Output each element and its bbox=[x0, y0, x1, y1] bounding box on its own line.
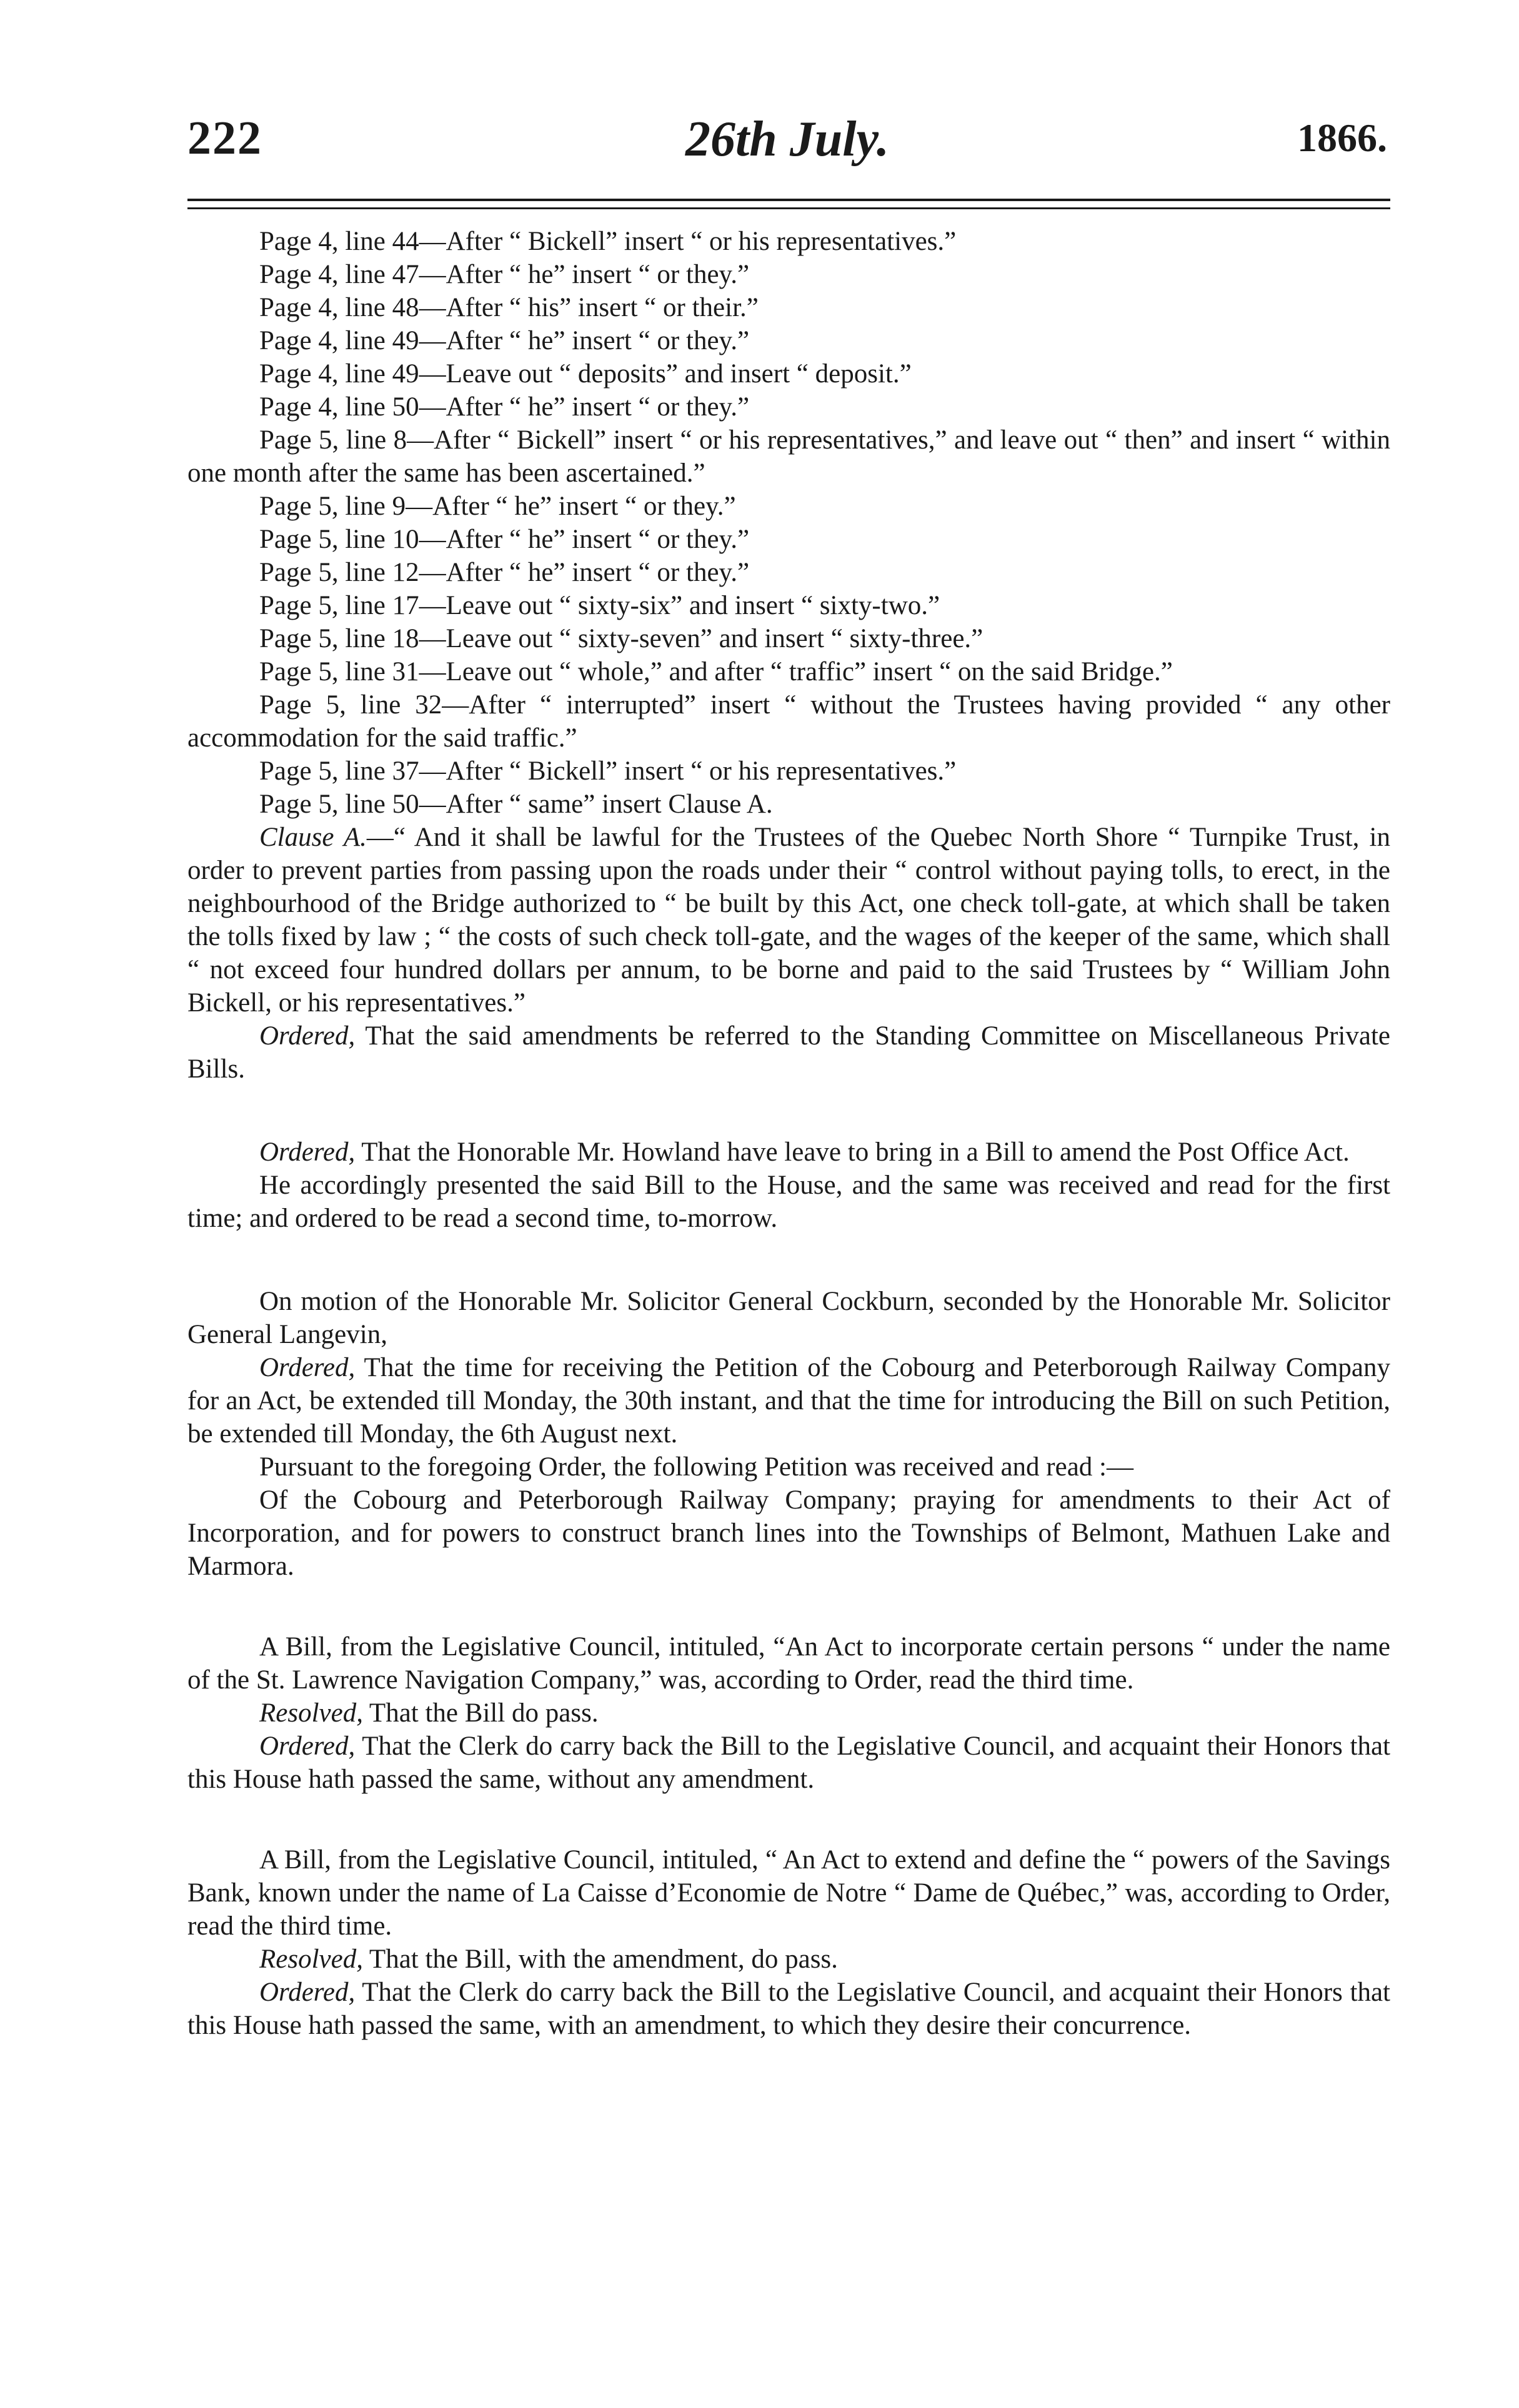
clause-a-paragraph bbox=[187, 821, 1390, 1019]
st-lawrence-order-label: Ordered, bbox=[259, 1732, 356, 1761]
amendment-ref: Page 4, line 44— bbox=[259, 227, 446, 256]
amendment-text: After “ he” insert “ or they.” bbox=[446, 525, 750, 554]
savings-bank-resolved bbox=[187, 1943, 1390, 1976]
howland-order-label: Ordered, bbox=[259, 1137, 356, 1167]
header-rule-thick bbox=[187, 199, 1390, 201]
amendment-ref: Page 4, line 47— bbox=[259, 260, 446, 289]
referral-order-label: Ordered, bbox=[259, 1021, 356, 1051]
savings-bank-resolved-label: Resolved, bbox=[259, 1945, 363, 1974]
amendment-ref: Page 5, line 32— bbox=[259, 690, 469, 720]
amendment-ref: Page 5, line 18— bbox=[259, 624, 446, 653]
cobourg-order bbox=[187, 1351, 1390, 1450]
st-lawrence-order-text: That the Clerk do carry back the Bill to the Legislative Council, and acquaint their Honors that this House hath passed the same, without any amendment. bbox=[187, 1732, 1390, 1794]
amendment-ref: Page 5, line 8— bbox=[259, 425, 434, 455]
amendment-text: Leave out “ whole,” and after “ traffic” insert “ on the said Bridge.” bbox=[446, 657, 1173, 686]
amendment-text: After “ same” insert Clause A. bbox=[446, 790, 773, 819]
amendment-line bbox=[187, 225, 1390, 258]
cobourg-order-label: Ordered, bbox=[259, 1353, 356, 1382]
amendment-line bbox=[187, 357, 1390, 390]
amendment-line bbox=[187, 390, 1390, 424]
amendment-text: After “ he” insert “ or they.” bbox=[446, 260, 750, 289]
amendment-line bbox=[187, 589, 1390, 622]
amendment-ref: Page 5, line 17— bbox=[259, 591, 446, 620]
cobourg-pursuant: Pursuant to the foregoing Order, the following Petition was received and read :— bbox=[259, 1452, 1133, 1482]
page-number: 222 bbox=[187, 112, 262, 164]
amendment-ref: Page 5, line 50— bbox=[259, 790, 446, 819]
header-rule-thin bbox=[187, 207, 1390, 209]
st-lawrence-resolved-text: That the Bill do pass. bbox=[362, 1698, 599, 1728]
howland-order-text: That the Honorable Mr. Howland have leave to bring in a Bill to amend the Post Office Act. bbox=[355, 1137, 1350, 1167]
amendment-line bbox=[187, 523, 1390, 556]
amendment-line bbox=[187, 688, 1390, 755]
st-lawrence-resolved-label: Resolved, bbox=[259, 1698, 363, 1728]
amendment-line bbox=[187, 622, 1390, 655]
savings-bank-order bbox=[187, 1976, 1390, 2042]
savings-bank-order-label: Ordered, bbox=[259, 1978, 356, 2007]
amendment-text: After “ his” insert “ or their.” bbox=[446, 293, 759, 322]
page-header bbox=[187, 111, 1387, 180]
amendment-text: After “ he” insert “ or they.” bbox=[446, 392, 750, 422]
amendment-text: After “ interrupted” insert “ without the Trustees having provided “ any other accommodation for the said traffic.” bbox=[187, 690, 1390, 753]
amendment-line bbox=[187, 490, 1390, 523]
howland-order bbox=[187, 1136, 1390, 1169]
amendment-text: Leave out “ sixty-six” and insert “ sixty-two.” bbox=[446, 591, 940, 620]
amendment-ref: Page 4, line 49— bbox=[259, 326, 446, 355]
amendment-ref: Page 5, line 9— bbox=[259, 492, 433, 521]
cobourg-order-text: That the time for receiving the Petition of the Cobourg and Peterborough Railway Company for an Act, be extended till Monday, the 30th instant, and that the time for introducing the Bill on such Petition, be extended till Monday, the 6th August next. bbox=[187, 1353, 1390, 1449]
amendment-ref: Page 4, line 50— bbox=[259, 392, 446, 422]
amendment-line bbox=[187, 291, 1390, 324]
amendment-ref: Page 5, line 31— bbox=[259, 657, 446, 686]
amendment-ref: Page 4, line 49— bbox=[259, 359, 446, 389]
amendment-text: After “ he” insert “ or they.” bbox=[446, 558, 750, 587]
amendment-text: After “ Bickell” insert “ or his representatives.” bbox=[446, 756, 957, 786]
st-lawrence-resolved bbox=[187, 1697, 1390, 1730]
amendment-text: After “ Bickell” insert “ or his representatives.” bbox=[446, 227, 957, 256]
amendment-ref: Page 5, line 10— bbox=[259, 525, 446, 554]
st-lawrence-bill: A Bill, from the Legislative Council, intituled, “An Act to incorporate certain persons “ under the name of the St. Lawrence Navigation Company,” was, according to Order, read the third time. bbox=[187, 1632, 1390, 1695]
page-year: 1866. bbox=[1297, 116, 1387, 160]
amendment-ref: Page 4, line 48— bbox=[259, 293, 446, 322]
amendment-line bbox=[187, 424, 1390, 490]
amendment-line bbox=[187, 258, 1390, 291]
amendment-text: After “ he” insert “ or they.” bbox=[432, 492, 736, 521]
amendment-ref: Page 5, line 37— bbox=[259, 756, 446, 786]
page-date: 26th July. bbox=[685, 112, 889, 167]
savings-bank-resolved-text: That the Bill, with the amendment, do pass. bbox=[362, 1945, 838, 1974]
amendment-text: Leave out “ deposits” and insert “ deposit.” bbox=[446, 359, 912, 389]
page-body bbox=[187, 225, 1390, 2042]
amendment-line bbox=[187, 324, 1390, 357]
referral-order bbox=[187, 1019, 1390, 1086]
amendment-ref: Page 5, line 12— bbox=[259, 558, 446, 587]
clause-a-label: Clause A. bbox=[259, 823, 367, 852]
amendment-line bbox=[187, 788, 1390, 821]
amendment-text: After “ he” insert “ or they.” bbox=[446, 326, 750, 355]
amendment-text: After “ Bickell” insert “ or his representatives,” and leave out “ then” and insert “ within one month after the same has been ascertained.” bbox=[187, 425, 1390, 488]
st-lawrence-order bbox=[187, 1730, 1390, 1796]
referral-order-text: That the said amendments be referred to the Standing Committee on Miscellaneous Private Bills. bbox=[187, 1021, 1390, 1084]
amendment-line bbox=[187, 655, 1390, 688]
amendment-line bbox=[187, 755, 1390, 788]
cobourg-motion: On motion of the Honorable Mr. Solicitor General Cockburn, seconded by the Honorable Mr. Solicitor General Langevin, bbox=[187, 1287, 1390, 1349]
amendment-line bbox=[187, 556, 1390, 589]
cobourg-petition: Of the Cobourg and Peterborough Railway Company; praying for amendments to their Act of Incorporation, and for powers to construct branch lines into the Townships of Belmont, Mathuen Lake and Marmora. bbox=[187, 1485, 1390, 1581]
amendment-list bbox=[187, 225, 1390, 821]
clause-a-text: —“ And it shall be lawful for the Trustees of the Quebec North Shore “ Turnpike Trust, in order to prevent parties from passing upon the roads under their “ control without paying tolls, to erect, in the neighbourhood of the Bridge authorized to “ be built by this Act, one check toll-gate, at which shall be taken the tolls fixed by law ; “ the costs of such check toll-gate, and the wages of the keeper of the same, which shall “ not exceed four hundred dollars per annum, to be borne and paid to the said Trustees by “ William John Bickell, or his representatives.” bbox=[187, 823, 1390, 1018]
amendment-text: Leave out “ sixty-seven” and insert “ sixty-three.” bbox=[446, 624, 984, 653]
savings-bank-order-text: That the Clerk do carry back the Bill to the Legislative Council, and acquaint their Honors that this House hath passed the same, with an amendment, to which they desire their concurrence. bbox=[187, 1978, 1390, 2040]
howland-presented: He accordingly presented the said Bill to the House, and the same was received and read for the first time; and ordered to be read a second time, to-morrow. bbox=[187, 1171, 1390, 1233]
savings-bank-bill: A Bill, from the Legislative Council, intituled, “ An Act to extend and define the “ powers of the Savings Bank, known under the name of La Caisse d’Economie de Notre “ Dame de Québec,” was, according to Order, read the third time. bbox=[187, 1845, 1390, 1941]
